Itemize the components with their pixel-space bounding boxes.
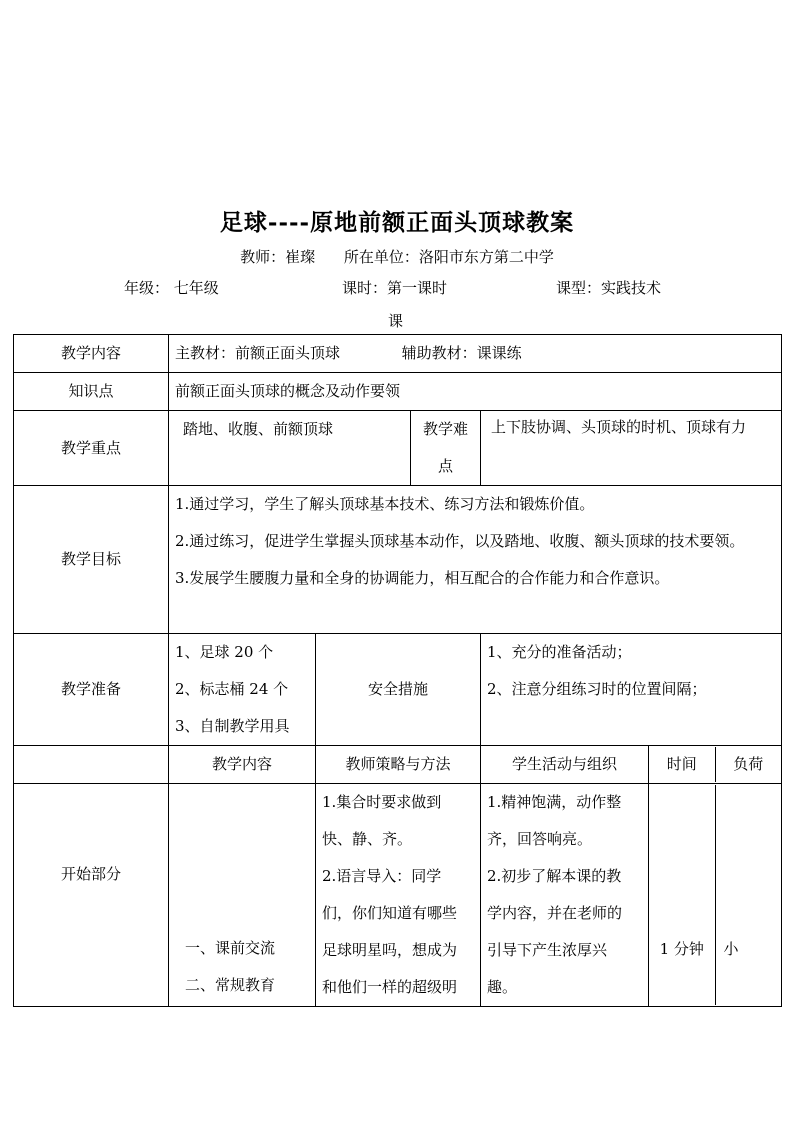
aux-material: 辅助教材：课课练 [401, 344, 522, 362]
empty-header-cell [14, 746, 169, 784]
col-time-load-header [649, 746, 782, 784]
prep-label: 教学准备 [14, 634, 169, 746]
start-time-load [649, 784, 782, 1007]
strategy-line: 2.语言导入：同学 [322, 867, 442, 885]
goal-item: 1.通过学习，学生了解头顶球基本技术、练习方法和锻炼价值。 [175, 495, 595, 513]
col-content-header: 教学内容 [169, 746, 316, 784]
knowledge-label: 知识点 [14, 373, 169, 411]
row-focus [14, 411, 782, 486]
safety-list [481, 634, 782, 746]
school-unit: 所在单位：洛阳市东方第二中学 [343, 248, 554, 266]
activity-line: 引导下产生浓厚兴 [487, 941, 608, 959]
lesson-type-wrap: 课 [388, 312, 404, 330]
content-cell [169, 335, 782, 373]
activity-line: 齐，回答响亮。 [487, 830, 593, 848]
focus-value: 踏地、收腹、前额顶球 [169, 411, 411, 486]
col-strategy-header: 教师策略与方法 [316, 746, 481, 784]
col-load-header: 负荷 [733, 755, 764, 773]
strategy-line: 和他们一样的超级明 [322, 978, 458, 996]
knowledge-value: 前额正面头顶球的概念及动作要领 [169, 373, 782, 411]
col-activity-header: 学生活动与组织 [481, 746, 649, 784]
strategy-line: 们，你们知道有哪些 [322, 904, 458, 922]
safety-item: 2、注意分组练习时的位置间隔； [487, 680, 707, 698]
strategy-line: 1.集合时要求做到 [322, 793, 442, 811]
start-time: 1 分钟 [649, 785, 715, 1005]
start-content-item: 一、课前交流 [185, 939, 276, 957]
start-content-item: 二、常规教育 [185, 976, 276, 994]
start-load: 小 [723, 940, 739, 958]
lesson-type: 课型：实践技术 [556, 279, 662, 297]
row-knowledge [14, 373, 782, 411]
row-goals [14, 486, 782, 634]
activity-line: 趣。 [487, 978, 518, 996]
focus-label: 教学重点 [14, 411, 169, 486]
activity-line: 学内容，并在老师的 [487, 904, 623, 922]
start-content [169, 784, 316, 1007]
main-material: 主教材：前额正面头顶球 [175, 344, 341, 362]
goals-label: 教学目标 [14, 486, 169, 634]
strategy-line: 足球明星吗，想成为 [322, 941, 458, 959]
strategy-line: 快、静、齐。 [322, 830, 413, 848]
teacher-info [0, 246, 794, 267]
grade-info: 年级： 七年级 [124, 279, 219, 297]
safety-label: 安全措施 [316, 634, 481, 746]
activity-line: 1.精神饱满，动作整 [487, 793, 622, 811]
goals-list [169, 486, 782, 634]
difficulty-value: 上下肢协调、头顶球的时机、顶球有力 [481, 411, 782, 486]
row-column-headers [14, 746, 782, 784]
prep-list [169, 634, 316, 746]
lesson-plan-table [13, 334, 782, 1007]
content-label: 教学内容 [14, 335, 169, 373]
row-start-part [14, 784, 782, 1007]
col-time-header: 时间 [649, 747, 715, 782]
page-title: 足球----原地前额正面头顶球教案 [219, 209, 575, 236]
difficulty-label: 教学难点 [411, 411, 481, 486]
goal-item: 3.发展学生腰腹力量和全身的协调能力，相互配合的合作能力和合作意识。 [175, 569, 670, 587]
prep-item: 2、标志桶 24 个 [175, 680, 289, 698]
goal-item: 2.通过练习，促进学生掌握头顶球基本动作，以及踏地、收腹、额头顶球的技术要领。 [175, 532, 745, 550]
safety-item: 1、充分的准备活动； [487, 643, 632, 661]
start-label: 开始部分 [14, 784, 169, 1007]
prep-item: 3、自制教学用具 [175, 717, 290, 735]
teacher-name: 教师：崔璨 [240, 248, 316, 266]
prep-item: 1、足球 20 个 [175, 643, 274, 661]
activity-line: 2.初步了解本课的教 [487, 867, 622, 885]
start-activity [481, 784, 649, 1007]
start-strategy [316, 784, 481, 1007]
period-info: 课时：第一课时 [342, 279, 448, 297]
row-prep [14, 634, 782, 746]
row-content [14, 335, 782, 373]
